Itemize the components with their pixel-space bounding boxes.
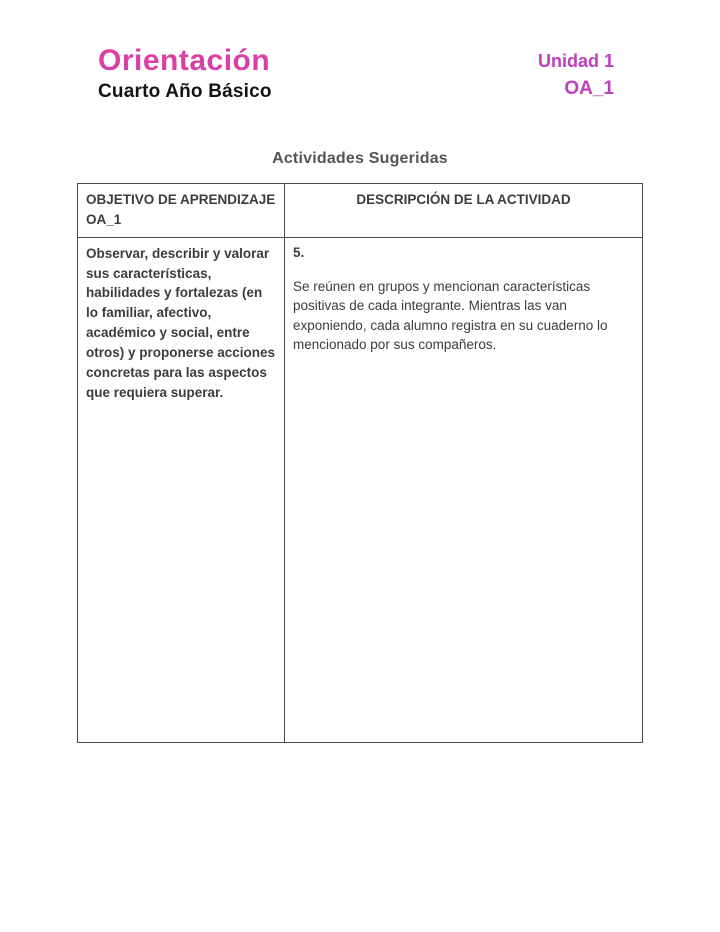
header-left-block bbox=[98, 44, 272, 103]
activities-table bbox=[77, 183, 643, 743]
oa-code-label: OA_1 bbox=[564, 78, 614, 99]
section-title: Actividades Sugeridas bbox=[272, 150, 448, 167]
description-column-header: DESCRIPCIÓN DE LA ACTIVIDAD bbox=[285, 184, 643, 238]
activity-number: 5. bbox=[293, 244, 305, 260]
document-header bbox=[0, 0, 720, 103]
grade-subtitle: Cuarto Año Básico bbox=[98, 81, 272, 102]
activity-text: Se reúnen en grupos y mencionan características positivas de cada integrante. Mientras las van exponiendo, cada alumno registra en su cuaderno lo mencionado por sus compañeros. bbox=[293, 278, 608, 353]
objective-column-header: OBJETIVO DE APRENDIZAJE OA_1 bbox=[78, 184, 285, 238]
subject-title: Orientación bbox=[98, 44, 271, 77]
header-right-block bbox=[538, 44, 614, 100]
objective-cell: Observar, describir y valorar sus características, habilidades y fortalezas (en lo familiar, afectivo, académico y social, entre otros) y proponerse acciones concretas para las aspectos que requiera superar. bbox=[78, 237, 285, 742]
table-row bbox=[78, 237, 643, 742]
activity-cell bbox=[285, 237, 643, 742]
unit-label: Unidad 1 bbox=[537, 51, 614, 71]
table-header-row bbox=[78, 184, 643, 238]
